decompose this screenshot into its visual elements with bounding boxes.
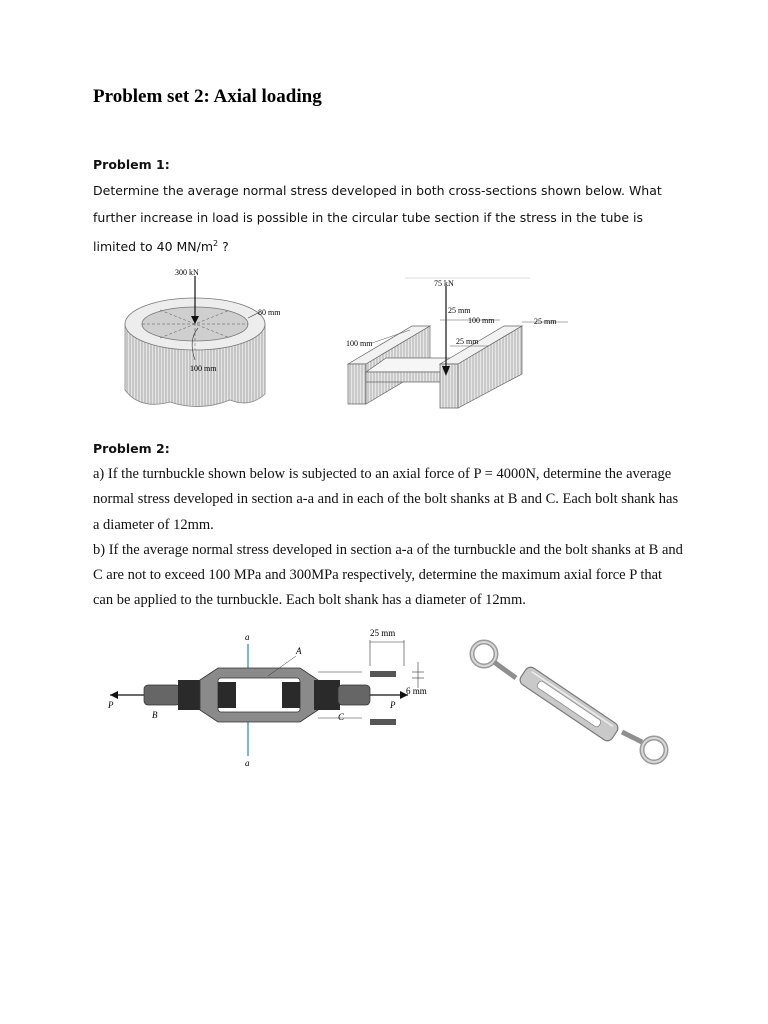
circular-tube-figure <box>120 262 280 414</box>
tube-load-label: 300 kN <box>175 268 199 277</box>
section-dim-25-mid: 25 mm <box>456 337 479 346</box>
tube-inner-dimension: 80 mm <box>258 308 280 317</box>
section-a-top-label: a <box>245 632 250 642</box>
dim-6mm-label: 6 mm <box>406 686 427 696</box>
body-a-label: A <box>296 646 302 656</box>
section-dim-25-top: 25 mm <box>448 306 471 315</box>
page-title: Problem set 2: Axial loading <box>93 86 322 107</box>
section-load-label: 75 kN <box>434 279 454 288</box>
problem-1-text <box>93 178 683 261</box>
problem-2-heading: Problem 2: <box>93 441 170 456</box>
turnbuckle-photo <box>464 632 674 772</box>
problem-2-text <box>93 462 683 614</box>
bolt-c-label: C <box>338 712 345 722</box>
section-dim-100-left: 100 mm <box>346 339 373 348</box>
section-dim-100-top: 100 mm <box>468 316 495 325</box>
problem-1-superscript: 2 <box>213 239 219 248</box>
problem-1-heading: Problem 1: <box>93 157 170 172</box>
problem-1-statement: Determine the average normal stress developed in both cross-sections shown below. What further increase in load is possible in the circular tube section if the stress in the tube is limited to 40 MN/m <box>93 183 662 255</box>
dim-25mm-label: 25 mm <box>370 628 396 638</box>
section-dim-25-right: 25 mm <box>534 317 557 326</box>
h-section-figure <box>340 274 580 414</box>
tube-outer-dimension: 100 mm <box>190 364 217 373</box>
problem-2-part-a: a) If the turnbuckle shown below is subjected to an axial force of P = 4000N, determine the average normal stress developed in section a-a and in each of the bolt shanks at B and C. Each bolt shank has a diameter of 12mm. <box>93 466 679 533</box>
problem-2-part-b: b) If the average normal stress developed in section a-a of the turnbuckle and the bolt shanks at B and C are not to exceed 100 MPa and 300MPa respectively, determine the maximum axial force P that can be applied to the turnbuckle. Each bolt shank has a diameter of 12mm. <box>93 541 683 609</box>
turnbuckle-drawing <box>100 622 440 770</box>
bolt-b-label: B <box>152 710 158 720</box>
section-a-bottom-label: a <box>245 758 250 768</box>
problem-1-statement-end: ? <box>218 239 229 255</box>
force-p-left-label: P <box>108 700 114 710</box>
force-p-right-label: P <box>390 700 396 710</box>
